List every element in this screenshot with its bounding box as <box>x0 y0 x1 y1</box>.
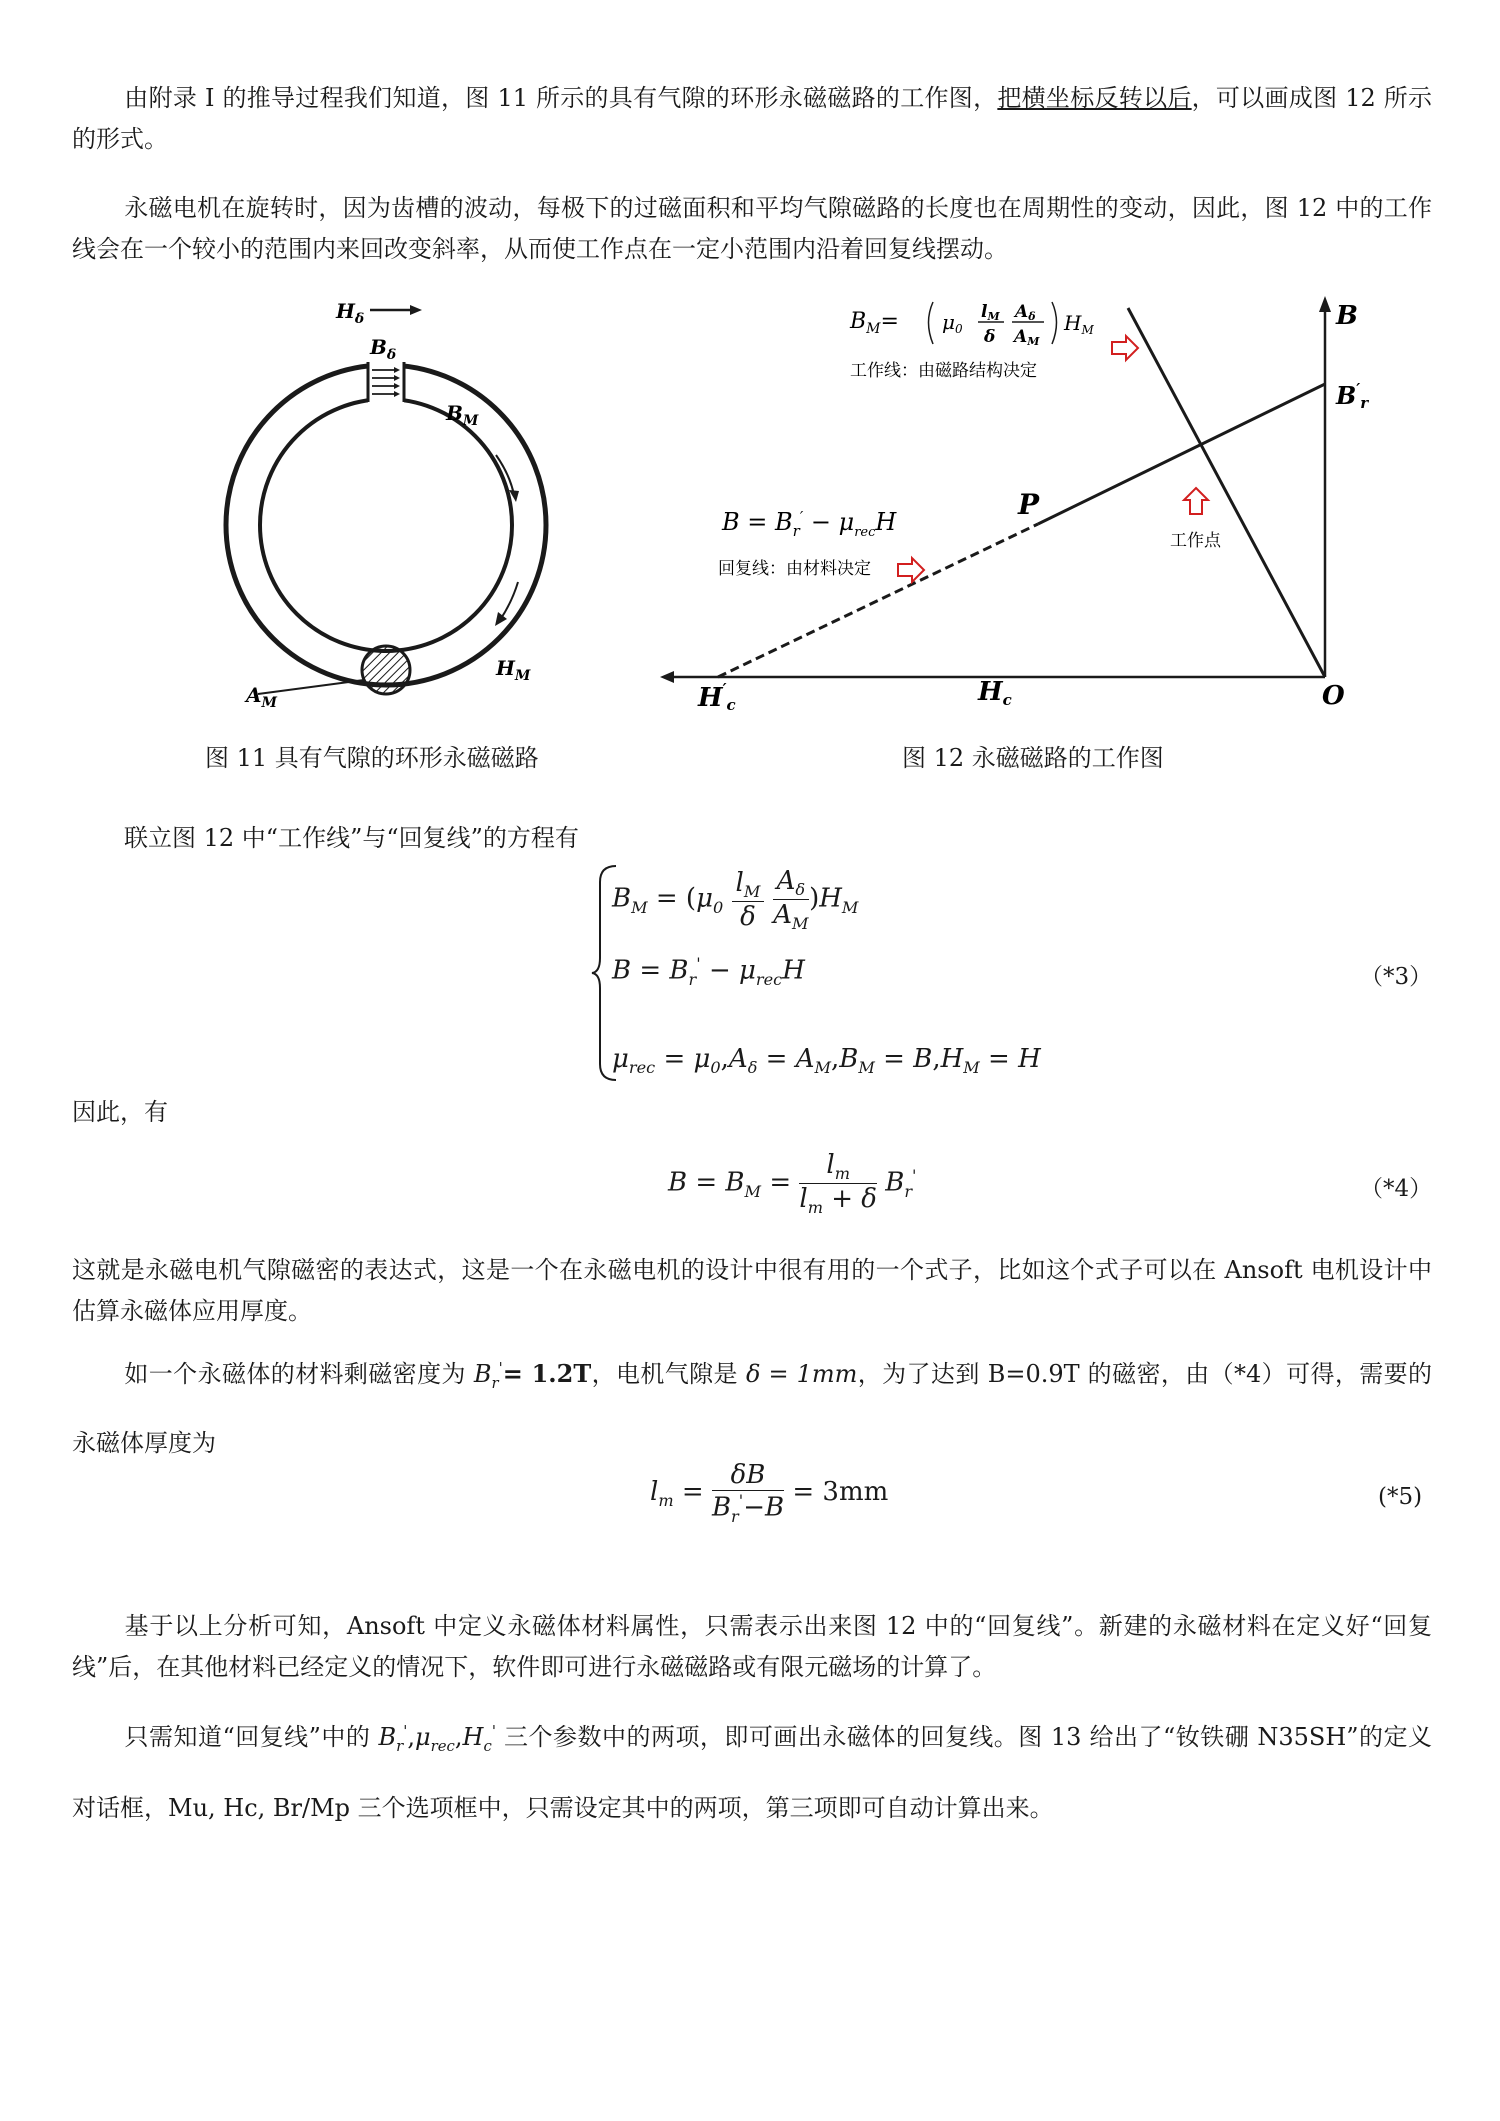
label-b-axis: B <box>1336 301 1358 331</box>
svg-text:B = Br′ − μrecH: $B = B_r' - \mu_{rec}H$ <box>722 508 897 540</box>
ring-outer <box>226 365 546 685</box>
label-hc: Hc <box>978 677 1012 709</box>
paragraph-ansoft: 基于以上分析可知，Ansoft 中定义永磁体材料属性，只需表示出来图 12 中的“回复线”。新建的永磁材料在定义好“回复线”后，在其他材料已经定义的情况下，软件即可进行永磁磁路或有限元磁场的计算了。 <box>72 1612 1432 1681</box>
svg-text:AM: AM <box>1014 327 1040 348</box>
caption-figure-12: 图 12 永磁磁路的工作图 <box>902 744 1164 772</box>
red-arrow-right-icon <box>898 558 924 582</box>
paragraph-parameters: 只需知道“回复线”中的 $B_r',\mu_{rec},H_c'$ 三个参数中的两项，即可画出永磁体的回复线。图 13 给出了“钕铁硼 N35SH”的定义对话框，Mu, Hc, Br/Mp 三个选项框中，只需设定其中的两项，第三项即可自动计算出来。 <box>72 1722 1432 1822</box>
red-arrow-up-icon <box>1184 488 1208 514</box>
figure-12-working-diagram <box>660 292 1380 712</box>
caption-figure-11: 图 11 具有气隙的环形永磁磁路 <box>205 744 539 772</box>
label-hc-prime: $H'_c$ <box>698 680 736 712</box>
label-h-delta: $H_\delta$ <box>336 299 365 327</box>
ring-inner <box>260 399 512 651</box>
svg-text:BM=: $B_M=$ <box>850 309 899 337</box>
equation-number-3: （*3） <box>1360 964 1433 990</box>
work-line <box>1128 308 1325 677</box>
equation-gap-flux-density: $B = B_M$ = $\frac{l_m}{l_m + \delta}$ $B_r'$ <box>668 1150 917 1218</box>
equation-magnet-thickness: $l_m$ = $\frac{\delta B}{B_r'-B}$ = 3mm <box>650 1460 889 1526</box>
paragraph-intro: 由附录 I 的推导过程我们知道，图 11 所示的具有气隙的环形永磁磁路的工作图，把横坐标反转以后，可以画成图 12 所示的形式。 <box>72 84 1432 153</box>
equation-recoil-line: $B = B_r' - \mu_{rec}H$ <box>612 954 805 989</box>
label-br-prime: $B'_r$ <box>1336 380 1369 412</box>
label-b-delta: $B_\delta$ <box>370 335 397 363</box>
svg-text:HM: $H_M$ <box>1064 311 1094 337</box>
svg-text:μ0: $\mu_0$ <box>942 310 963 336</box>
svg-text:Aδ: Aδ <box>1015 302 1036 323</box>
underlined-phrase: 把横坐标反转以后 <box>997 84 1192 112</box>
paragraph-simultaneous: 联立图 12 中“工作线”与“回复线”的方程有 <box>124 824 579 852</box>
paragraph-therefore: 因此，有 <box>72 1098 168 1126</box>
recoil-line-note: 回复线：由材料决定 <box>718 559 871 579</box>
svg-text:lM: lM <box>981 302 1000 323</box>
equation-number-5: (*5) <box>1378 1484 1423 1510</box>
magnet-cross-section <box>362 646 410 694</box>
label-point-p: P <box>1018 488 1040 521</box>
svg-text:δ: δ <box>984 327 996 347</box>
label-am: $A_M$ <box>246 683 278 710</box>
figure-11-ring-magnetic-circuit <box>200 290 580 710</box>
paragraph-example: 如一个永磁体的材料剩磁密度为 $B_r'= 1.2T$，电机气隙是 δ = 1mm，为了达到 B=0.9T 的磁密，由（*4）可得，需要的永磁体厚度为 <box>72 1359 1433 1457</box>
label-bm: $B_M$ <box>446 401 479 429</box>
work-line-equation <box>849 302 1138 360</box>
recoil-line-solid <box>1038 384 1325 524</box>
work-line-note: 工作线：由磁路结构决定 <box>850 361 1037 381</box>
recoil-line-equation <box>721 508 897 540</box>
equation-number-4: （*4） <box>1360 1176 1433 1202</box>
equation-work-line: $B_M = (\mu_0$ $\frac{l_M}{\delta}$ $\frac{A_\delta}{A_M}$ )$H_M$ <box>612 866 859 934</box>
label-origin-o: O <box>1322 681 1345 711</box>
equation-conditions: $\mu_{rec} = \mu_0,A_\delta = A_M,B_M = B,H_M = H$ <box>612 1044 1041 1078</box>
label-work-point: 工作点 <box>1170 531 1221 551</box>
paragraph-rotation: 永磁电机在旋转时，因为齿槽的波动，每极下的过磁面积和平均气隙磁路的长度也在周期性的变动，因此，图 12 中的工作线会在一个较小的范围内来回改变斜率，从而使工作点在一定小范围内沿着回复线摆动。 <box>72 194 1432 263</box>
recoil-line-dashed <box>718 524 1038 677</box>
label-hm: $H_M$ <box>496 656 531 684</box>
paragraph-expression: 这就是永磁电机气隙磁密的表达式，这是一个在永磁电机的设计中很有用的一个式子，比如这个式子可以在 Ansoft 电机设计中估算永磁体应用厚度。 <box>72 1256 1432 1325</box>
